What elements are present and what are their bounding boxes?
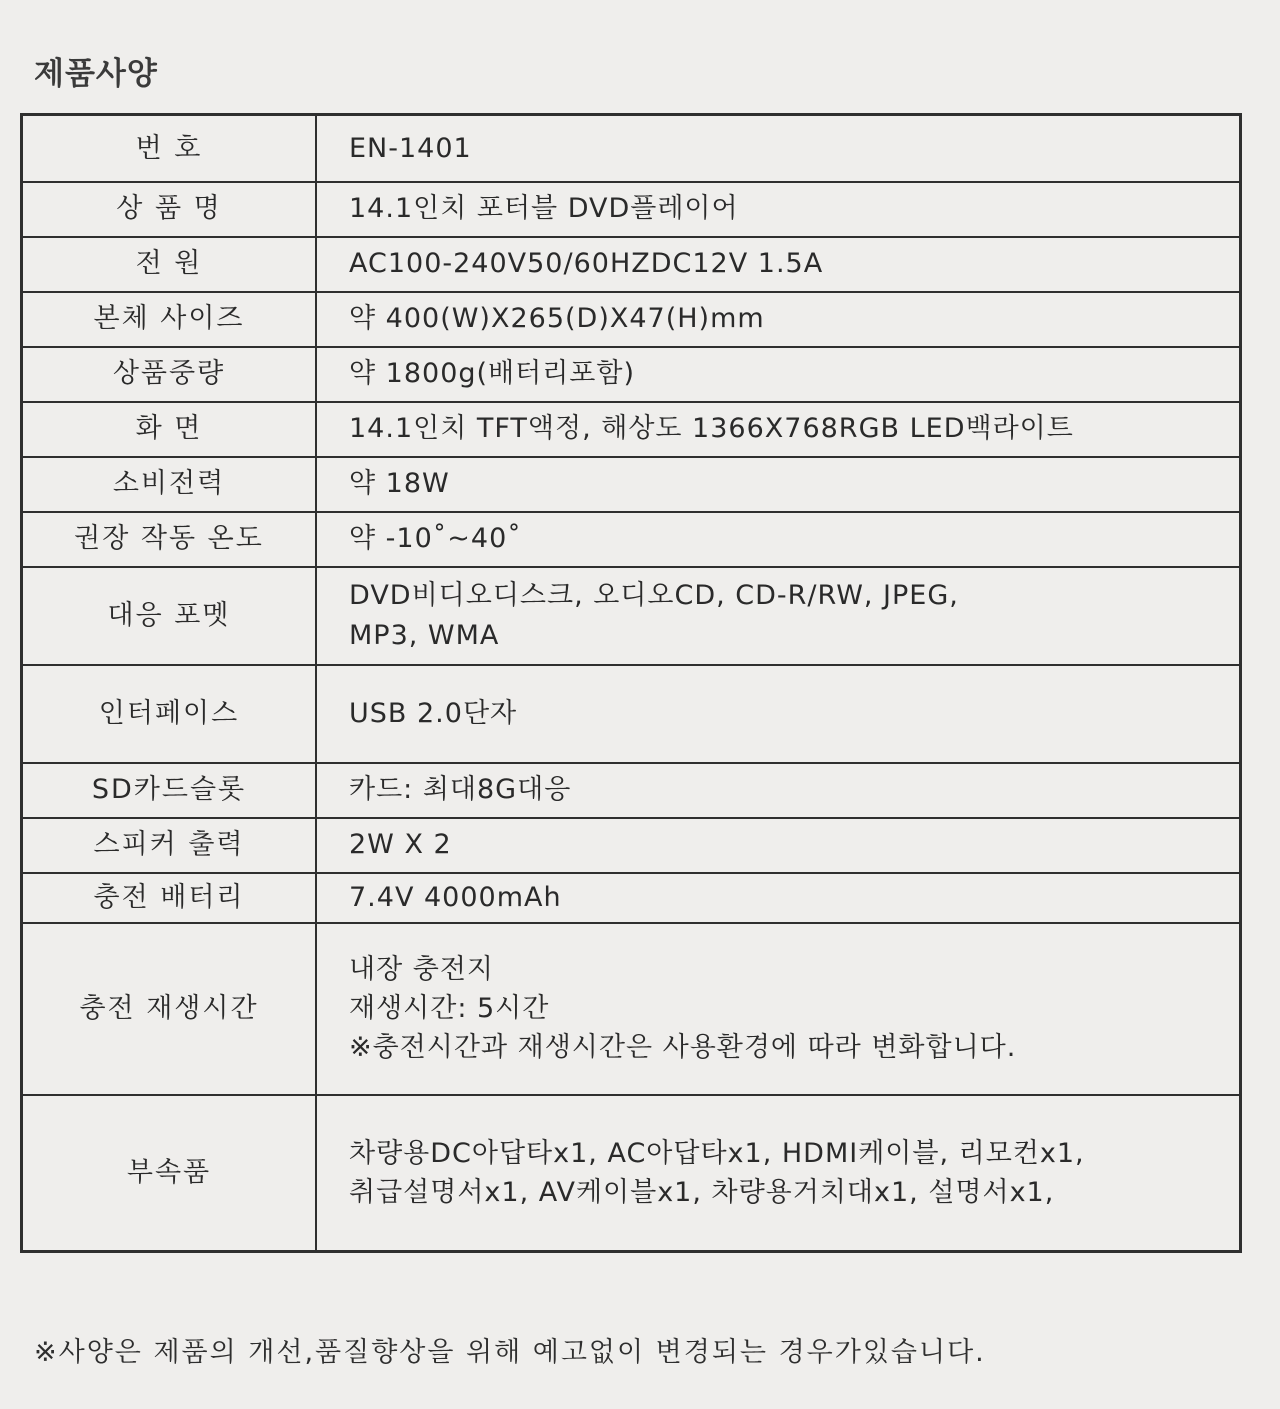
spec-value-body-size xyxy=(316,292,1241,347)
spec-value-speaker-output xyxy=(316,818,1241,873)
table-row xyxy=(22,1095,1241,1252)
table-row xyxy=(22,763,1241,818)
spec-label-playback-time: 충전 재생시간 xyxy=(22,923,317,1095)
spec-label-accessories: 부속품 xyxy=(22,1095,317,1252)
spec-value-line: 내장 충전지 xyxy=(349,953,494,985)
spec-value-supported-formats xyxy=(316,567,1241,665)
spec-value-line: USB 2.0단자 xyxy=(349,697,518,729)
spec-value-line: 재생시간: 5시간 xyxy=(349,992,550,1024)
spec-value-product-name xyxy=(316,182,1241,237)
table-row xyxy=(22,457,1241,512)
spec-value-battery xyxy=(316,873,1241,923)
spec-label-screen: 화 면 xyxy=(22,402,317,457)
spec-label-power: 전 원 xyxy=(22,237,317,292)
spec-value-line: MP3, WMA xyxy=(349,619,500,651)
spec-label-supported-formats: 대응 포멧 xyxy=(22,567,317,665)
spec-value-model-number xyxy=(316,115,1241,182)
table-row xyxy=(22,115,1241,182)
spec-value-line: 약 18W xyxy=(349,468,450,500)
spec-value-accessories xyxy=(316,1095,1241,1252)
page-title: 제품사양 xyxy=(34,56,158,92)
spec-value-line: EN-1401 xyxy=(349,132,472,164)
spec-value-sd-card-slot xyxy=(316,763,1241,818)
table-row xyxy=(22,873,1241,923)
table-row xyxy=(22,567,1241,665)
spec-value-line: 14.1인치 TFT액정, 해상도 1366X768RGB LED백라이트 xyxy=(349,413,1074,445)
spec-value-line: 약 1800g(배터리포함) xyxy=(349,358,635,390)
spec-label-speaker-output: 스피커 출력 xyxy=(22,818,317,873)
spec-label-operating-temperature: 권장 작동 온도 xyxy=(22,512,317,567)
spec-label-model-number: 번 호 xyxy=(22,115,317,182)
spec-value-power-consumption xyxy=(316,457,1241,512)
spec-value-weight xyxy=(316,347,1241,402)
spec-label-body-size: 본체 사이즈 xyxy=(22,292,317,347)
spec-value-line: ※충전시간과 재생시간은 사용환경에 따라 변화합니다. xyxy=(349,1032,1017,1064)
spec-value-line: 약 -10˚~40˚ xyxy=(349,523,522,555)
spec-label-power-consumption: 소비전력 xyxy=(22,457,317,512)
table-row xyxy=(22,665,1241,763)
table-row xyxy=(22,512,1241,567)
spec-value-playback-time xyxy=(316,923,1241,1095)
spec-value-line: 7.4V 4000mAh xyxy=(349,881,562,913)
spec-label-product-name: 상 품 명 xyxy=(22,182,317,237)
spec-value-line: 약 400(W)X265(D)X47(H)mm xyxy=(349,303,765,335)
spec-value-operating-temperature xyxy=(316,512,1241,567)
table-row xyxy=(22,237,1241,292)
spec-value-power xyxy=(316,237,1241,292)
table-row xyxy=(22,182,1241,237)
table-row xyxy=(22,292,1241,347)
spec-value-line: 14.1인치 포터블 DVD플레이어 xyxy=(349,193,739,225)
spec-table xyxy=(20,113,1242,1253)
table-row xyxy=(22,818,1241,873)
spec-value-line: 차량용DC아답타x1, AC아답타x1, HDMI케이블, 리모컨x1, xyxy=(349,1137,1085,1169)
table-row xyxy=(22,923,1241,1095)
spec-label-sd-card-slot: SD카드슬롯 xyxy=(22,763,317,818)
table-row xyxy=(22,347,1241,402)
spec-change-notice: ※사양은 제품의 개선,품질향상을 위해 예고없이 변경되는 경우가있습니다. xyxy=(34,1337,986,1368)
spec-value-line: 2W X 2 xyxy=(349,829,452,861)
table-row xyxy=(22,402,1241,457)
spec-value-line: 카드: 최대8G대응 xyxy=(349,774,572,806)
spec-value-line: 취급설명서x1, AV케이블x1, 차량용거치대x1, 설명서x1, xyxy=(349,1176,1055,1208)
spec-value-screen xyxy=(316,402,1241,457)
spec-label-battery: 충전 배터리 xyxy=(22,873,317,923)
spec-label-interface: 인터페이스 xyxy=(22,665,317,763)
spec-label-weight: 상품중량 xyxy=(22,347,317,402)
spec-value-interface xyxy=(316,665,1241,763)
spec-value-line: AC100-240V50/60HZDC12V 1.5A xyxy=(349,248,824,280)
spec-value-line: DVD비디오디스크, 오디오CD, CD-R/RW, JPEG, xyxy=(349,580,959,612)
